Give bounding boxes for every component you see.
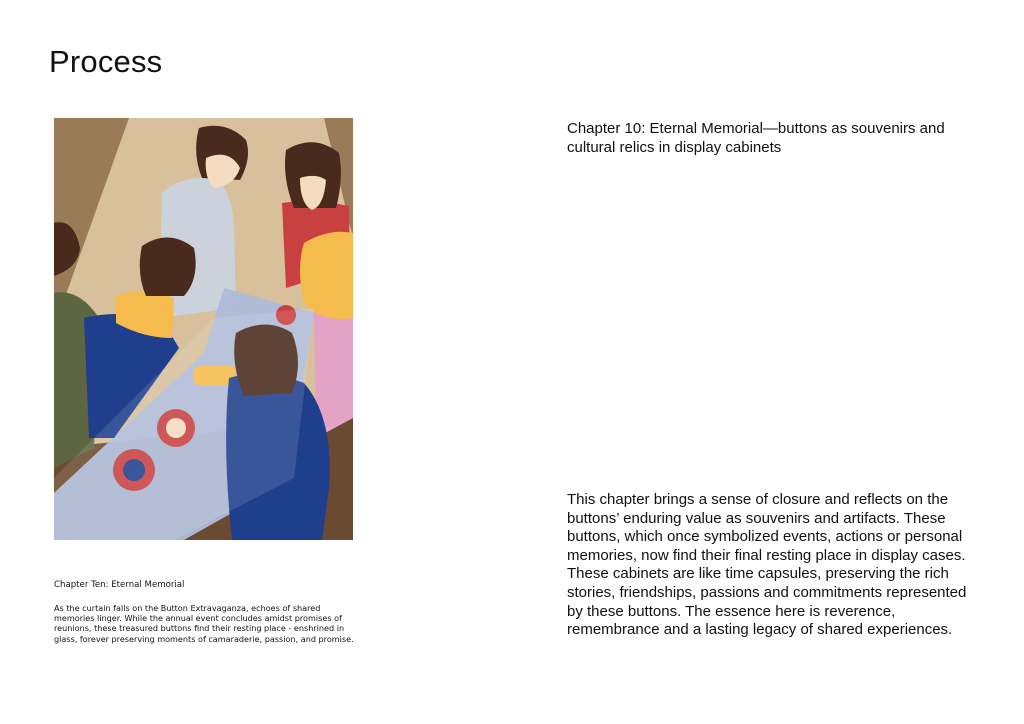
caption-title: Chapter Ten: Eternal Memorial bbox=[54, 580, 185, 590]
page-title: Process bbox=[49, 44, 163, 79]
blue-left-person-hair bbox=[140, 237, 196, 296]
chapter-illustration bbox=[54, 118, 353, 540]
yellow-person-head bbox=[300, 232, 353, 319]
chapter-description: This chapter brings a sense of closure and reflects on the buttons’ enduring value as souvenirs and artifacts. These buttons, which once symbolized events, actions or personal memories, now find their final resting place in display cases. These cabinets are like time capsules, preserving the rich stories, friendships, passions and commitments represented by these buttons. The essence here is reverence, remembrance and a lasting legacy of shared experiences. bbox=[567, 491, 967, 639]
chapter-heading: Chapter 10: Eternal Memorial—buttons as souvenirs and cultural relics in display cabinets bbox=[567, 120, 945, 156]
caption-body: As the curtain falls on the Button Extravaganza, echoes of shared memories linger. While the annual event concludes amidst promises of reunions, these treasured buttons find their resting place - enshrined in glass, forever preserving moments of camaraderie, passion, and promise. bbox=[54, 603, 354, 644]
